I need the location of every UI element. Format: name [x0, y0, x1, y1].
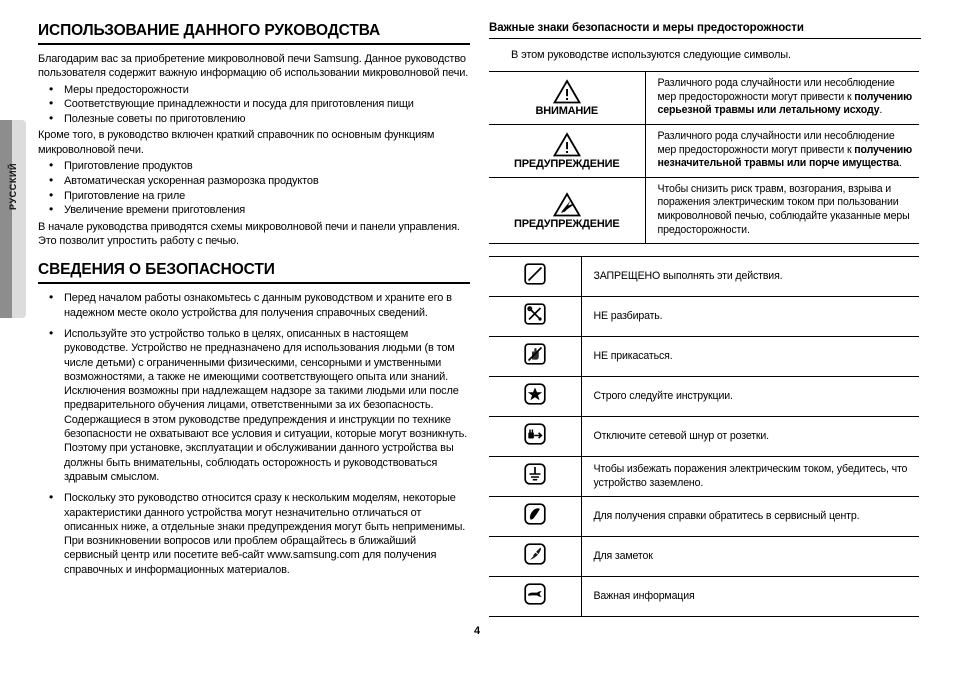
table-row	[489, 417, 919, 457]
warning-text-plain: Чтобы снизить риск травм, возгорания, взрыва и поражения электрическим током при пользовании микроволновой печью, соблюдайте указанные меры предосторожности.	[657, 182, 910, 236]
symbols-intro-text: В этом руководстве используются следующие символы.	[511, 49, 791, 61]
table-row	[489, 337, 919, 377]
list-item: • Используйте это устройство только в целях, описанных в настоящем руководстве. Устройство не предназначено для использования людьми (в том числе детьми) с ограниченными физическими, сенсорными и умственными возможностями, а также не имеющими соответствующего опыта или знаний. Исключения возможны при надлежащем надзоре за такими людьми или после предварительного обучения лицами, ответственными за их безопасность. Содержащиеся в этом руководстве предупреждения и инструкции по технике безопасности не охватывают все условия и ситуации, которые могут возникнуть. Поэтому при установке, эксплуатации и обслуживании данного устройства вы должны быть внимательны, соблюдать осторожность и руководствоваться здравым смыслом.	[38, 327, 470, 484]
warning-label: ВНИМАНИЕ	[535, 105, 598, 118]
list-item: • Соответствующие принадлежности и посуда для приготовления пищи	[38, 97, 470, 111]
list-item: • Перед началом работы ознакомьтесь с данным руководством и храните его в надежном месте около устройства для получения справочных сведений.	[38, 291, 470, 320]
table-row	[489, 457, 919, 497]
warning-description-cell	[645, 125, 919, 178]
prohibited-slash-icon	[524, 263, 546, 290]
table-row	[489, 377, 919, 417]
table-row	[489, 125, 919, 178]
warning-icon-cell	[489, 125, 645, 178]
list-item: • Полезные советы по приготовлению	[38, 112, 470, 126]
symbol-icon-cell	[489, 537, 581, 577]
language-tab-label: РУССКИЙ	[8, 162, 18, 210]
symbol-icon-cell	[489, 457, 581, 497]
table-row	[489, 297, 919, 337]
warning-text-bold: получению незначительной травмы или порче имущества	[657, 143, 913, 170]
table-row	[489, 577, 919, 617]
table-row	[489, 72, 919, 125]
language-side-tab	[0, 120, 26, 318]
symbol-description-cell: НЕ прикасаться.	[581, 337, 919, 377]
warning-text-plain: Различного рода случайности или несоблюдение мер предосторожности могут привести к	[657, 130, 895, 156]
list-item: • Приготовление на гриле	[38, 189, 470, 203]
page-number: 4	[473, 625, 481, 637]
symbol-description-cell: Для заметок	[581, 537, 919, 577]
symbol-icon-cell	[489, 337, 581, 377]
warning-triangle-exclamation-icon	[491, 79, 643, 104]
symbol-icon-cell	[489, 377, 581, 417]
intro-paragraph: Благодарим вас за приобретение микроволновой печи Samsung. Данное руководство пользователя содержит важную информацию об использовании микроволновой печи.	[38, 53, 469, 80]
table-row	[489, 537, 919, 577]
symbol-description-cell: Отключите сетевой шнур от розетки.	[581, 417, 919, 457]
warning-text-tail: .	[879, 104, 883, 117]
symbol-description-cell: ЗАПРЕЩЕНО выполнять эти действия.	[581, 257, 919, 297]
list-item: • Увеличение времени приготовления	[38, 203, 470, 217]
list-item: • Автоматическая ускоренная разморозка продуктов	[38, 174, 470, 188]
symbol-description-cell: Для получения справки обратитесь в сервисный центр.	[581, 497, 919, 537]
warning-text-bold: получению серьезной травмы или летальному исходу	[657, 90, 913, 117]
warning-triangle-exclamation-icon	[491, 132, 643, 157]
right-column	[489, 22, 921, 617]
warning-text-plain: Различного рода случайности или несоблюдение мер предосторожности могут привести к	[657, 77, 895, 103]
symbols-table	[489, 256, 919, 617]
unplug-power-cord-icon	[524, 423, 546, 450]
warning-text-tail: .	[898, 157, 902, 170]
table-row	[489, 257, 919, 297]
mid-paragraph: Кроме того, в руководство включен краткий справочник по основным функциям микроволновой печи.	[38, 129, 435, 156]
pen-notes-icon	[524, 543, 546, 570]
list-item: • Приготовление продуктов	[38, 159, 470, 173]
list-item: • Меры предосторожности	[38, 83, 470, 97]
warning-description-cell	[645, 177, 919, 243]
symbol-icon-cell	[489, 417, 581, 457]
section-title-safety-information: СВЕДЕНИЯ О БЕЗОПАСНОСТИ	[38, 261, 470, 284]
symbol-icon-cell	[489, 297, 581, 337]
warning-icon-cell	[489, 72, 645, 125]
symbol-icon-cell	[489, 577, 581, 617]
symbol-icon-cell	[489, 497, 581, 537]
no-disassemble-tools-icon	[524, 303, 546, 330]
symbol-description-cell: Строго следуйте инструкции.	[581, 377, 919, 417]
star-follow-instructions-icon	[524, 383, 546, 410]
no-touch-hand-icon	[524, 343, 546, 370]
pointing-hand-important-icon	[524, 583, 546, 610]
symbol-description-cell: Чтобы избежать поражения электрическим током, убедитесь, что устройство заземлено.	[581, 457, 919, 497]
warning-label: ПРЕДУПРЕЖДЕНИЕ	[514, 157, 620, 170]
symbol-description-cell: Важная информация	[581, 577, 919, 617]
page-title-using-manual: ИСПОЛЬЗОВАНИЕ ДАННОГО РУКОВОДСТВА	[38, 22, 470, 45]
manual-contents-list-2	[38, 159, 470, 218]
closing-paragraph: В начале руководства приводятся схемы микроволновой печи и панели управления. Это позволит упростить работу с печью.	[38, 220, 460, 248]
warning-description-cell	[645, 72, 919, 125]
earth-ground-icon	[524, 463, 546, 490]
warning-levels-table	[489, 71, 919, 244]
table-row	[489, 177, 919, 243]
safety-information-list	[38, 291, 470, 577]
table-row	[489, 497, 919, 537]
warning-icon-cell	[489, 177, 645, 243]
section-title-safety-symbols: Важные знаки безопасности и меры предосторожности	[489, 22, 921, 39]
list-item: • Поскольку это руководство относится сразу к нескольким моделям, некоторые характеристики данного устройства могут незначительно отличаться от описанных ниже, а отдельные знаки предупреждения могут быть неприменимы. При возникновении вопросов или проблем обращайтесь в ближайший сервисный центр или посетите веб-сайт www.samsung.com для получения справочных и информационных материалов.	[38, 491, 470, 577]
symbol-icon-cell	[489, 257, 581, 297]
phone-service-center-icon	[524, 503, 546, 530]
symbol-description-cell: НЕ разбирать.	[581, 297, 919, 337]
warning-label: ПРЕДУПРЕЖДЕНИЕ	[514, 217, 620, 230]
manual-contents-list-1	[38, 83, 470, 127]
warning-triangle-lightning-icon	[491, 192, 643, 217]
left-column	[38, 22, 470, 584]
